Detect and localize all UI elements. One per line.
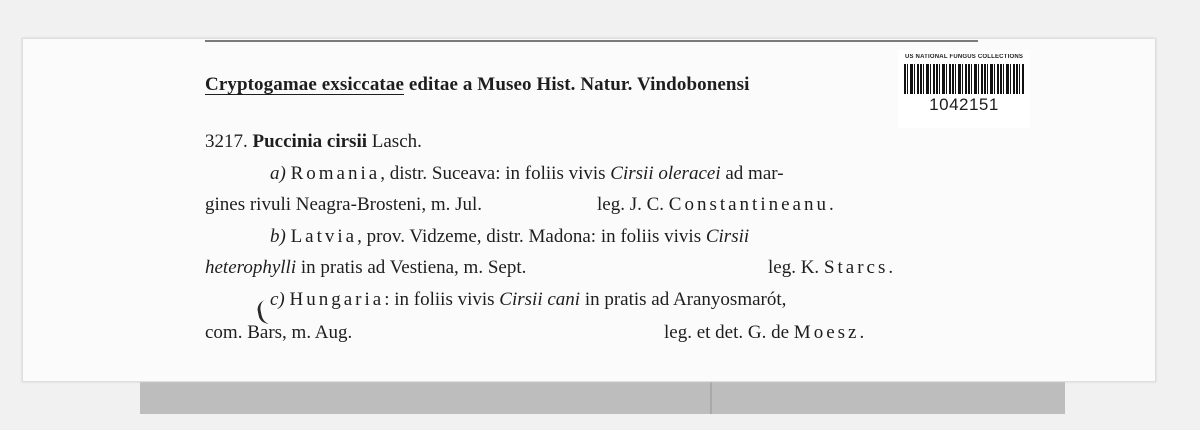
species-number: 3217. — [205, 131, 248, 152]
entry-a-line2 — [205, 194, 482, 216]
entry-a-leg-prefix: leg. J. C. — [597, 194, 665, 215]
entry-b-locality: in pratis ad Vestiena, m. Sept. — [300, 257, 527, 278]
entry-a-line1 — [270, 163, 784, 185]
entry-c-country: Hungaria — [289, 289, 385, 310]
species-name: Puccinia cirsii — [252, 131, 368, 152]
background-strip — [140, 378, 1065, 414]
entry-b-line2 — [205, 257, 526, 279]
entry-c-locality: com. Bars, m. Aug. — [205, 322, 353, 343]
entry-a-letter: a) — [270, 163, 286, 184]
entry-c-line2 — [205, 322, 352, 344]
collection-title — [205, 74, 895, 96]
entry-b-text1: , prov. Vidzeme, distr. Madona: in foliis vivis — [357, 226, 702, 247]
entry-c-line1 — [270, 289, 786, 311]
entry-c-text2: in pratis ad Aranyosmarót, — [584, 289, 787, 310]
entry-a-locality: gines rivuli Neagra-Brosteni, m. Jul. — [205, 194, 483, 215]
entry-c-collector: Moesz. — [793, 322, 868, 343]
entry-b-leg-prefix: leg. K. — [768, 257, 820, 278]
top-rule — [205, 40, 978, 42]
barcode-icon — [904, 64, 1024, 94]
entry-c-text1: : in foliis vivis — [384, 289, 495, 310]
entry-b-letter: b) — [270, 226, 286, 247]
entry-b-host2: heterophylli — [205, 257, 297, 278]
entry-a-host: Cirsii oleracei — [610, 163, 721, 184]
entry-a-collector: Constantineanu. — [668, 194, 837, 215]
barcode-caption: US NATIONAL FUNGUS COLLECTIONS — [904, 54, 1024, 60]
barcode-number: 1042151 — [929, 95, 999, 114]
barcode-label — [898, 50, 1030, 128]
entry-c-host: Cirsii cani — [499, 289, 581, 310]
species-line — [205, 131, 422, 153]
collection-title-part1: Cryptogamae exsiccatae — [205, 74, 404, 95]
entry-c-letter: c) — [270, 289, 285, 310]
entry-a-country: Romania — [290, 163, 381, 184]
entry-b-country: Latvia — [290, 226, 358, 247]
species-author: Lasch. — [371, 131, 422, 152]
collection-title-part2: editae a Museo Hist. Natur. Vindobonensi — [408, 74, 750, 95]
entry-a-text2: ad mar- — [725, 163, 784, 184]
entry-a-text1: , distr. Suceava: in foliis vivis — [380, 163, 606, 184]
entry-b-leg — [768, 257, 896, 279]
entry-b-line1 — [270, 226, 749, 248]
entry-c-leg — [664, 322, 867, 344]
entry-b-host1: Cirsii — [705, 226, 750, 247]
entry-b-collector: Starcs. — [823, 257, 897, 278]
entry-c-leg-prefix: leg. et det. G. de — [664, 322, 790, 343]
strip-divider — [710, 378, 712, 414]
entry-a-leg — [597, 194, 837, 216]
